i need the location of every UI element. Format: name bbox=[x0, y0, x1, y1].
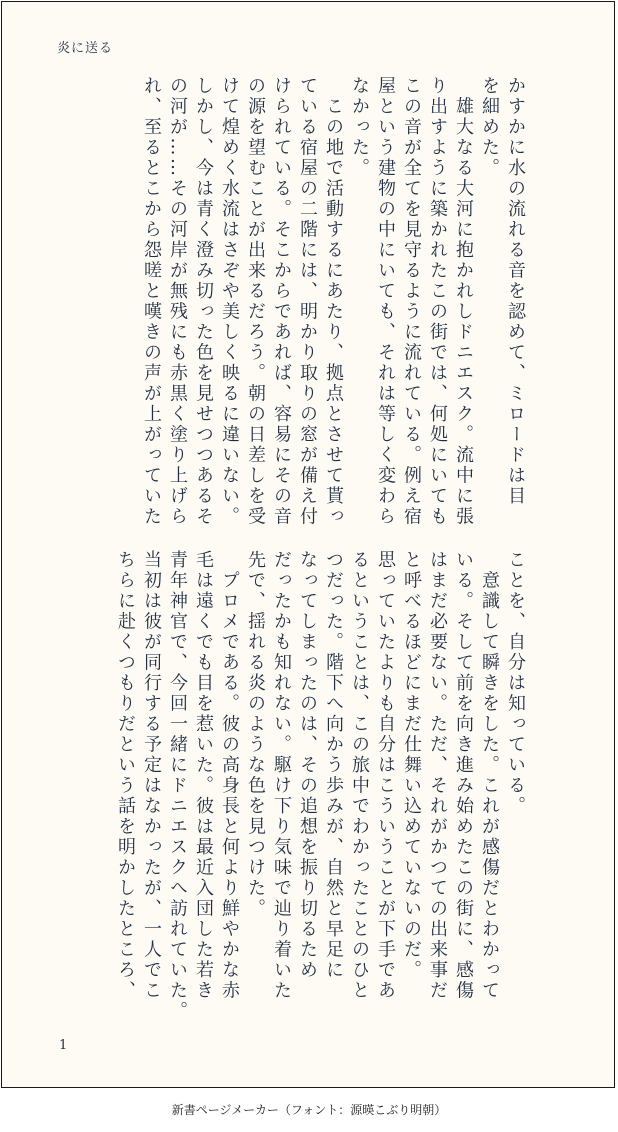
text-line: しかし、今は青く澄み切った色を見せつつあるそ bbox=[193, 76, 214, 527]
upper-text-block bbox=[138, 76, 528, 546]
text-line: 雄大なる大河に抱かれしドニエスク。流中に張 bbox=[453, 76, 474, 527]
text-line: の河が……その河岸が無残にも赤黒く塗り上げら bbox=[167, 76, 188, 527]
page-number: 1 bbox=[59, 1038, 68, 1053]
text-line: つだった。階下へ向かう歩みが、自然と早足に bbox=[323, 550, 344, 981]
text-line: れ、至るとこから怨嗟と嘆きの声が上がっていた bbox=[141, 76, 162, 527]
text-line: り出すように築かれたこの街では、何処にいても bbox=[427, 76, 448, 527]
text-line: 先で、揺れる炎のような色を見つけた。 bbox=[245, 550, 266, 919]
text-line: はまだ必要ない。ただ、それがかつての出来事だ bbox=[427, 550, 448, 1001]
text-line: ことを、自分は知っている。 bbox=[505, 550, 526, 817]
text-line: ている宿屋の二階には、明かり取りの窓が備え付 bbox=[297, 76, 318, 527]
text-line: だったかも知れない。駆け下り気味で辿り着いた bbox=[271, 550, 292, 1001]
running-title: 炎に送る bbox=[57, 41, 114, 56]
book-page bbox=[1, 1, 615, 1088]
text-line: 当初は彼が同行する予定はなかったが、一人でこ bbox=[141, 550, 162, 1001]
text-line: 屋という建物の中にいても、それは等しく変わら bbox=[375, 76, 396, 527]
text-line: 意識して瞬きをした。これが感傷だとわかって bbox=[479, 550, 500, 1001]
text-line: プロメである。彼の高身長と何より鮮やかな赤 bbox=[219, 550, 240, 1001]
text-line: いる。そして前を向き進み始めたこの街に、感傷 bbox=[453, 550, 474, 1001]
text-line: 毛は遠くでも目を惹いた。彼は最近入団した若き bbox=[193, 550, 214, 1001]
text-line: なってしまったのは、その追想を振り切るため bbox=[297, 550, 318, 981]
text-line: けられている。そこからであれば、容易にその音 bbox=[271, 76, 292, 527]
text-line: けて煌めく水流はさぞや美しく映るに違いない。 bbox=[219, 76, 240, 527]
text-line: の源を望むことが出来るだろう。朝の日差しを受 bbox=[245, 76, 266, 527]
text-line: かすかに水の流れる音を認めて、ミロードは目 bbox=[505, 76, 526, 507]
text-line: るということは、この旅中でわかったことのひと bbox=[349, 550, 370, 1001]
text-line: なかった。 bbox=[349, 76, 370, 179]
text-line: 思っていたよりも自分はこういうことが下手であ bbox=[375, 550, 396, 1001]
text-line: ちらに赴くつもりだという話を明かしたところ、 bbox=[115, 550, 136, 1001]
text-line: 青年神官で、今回一緒にドニエスクへ訪れていた。 bbox=[167, 550, 188, 1022]
text-line: この地で活動するにあたり、拠点とさせて貰っ bbox=[323, 76, 344, 527]
text-line: この音が全てを見守るように流れている。例え宿 bbox=[401, 76, 422, 527]
text-line: を細めた。 bbox=[479, 76, 500, 179]
generator-credit: 新書ページメーカー（フォント：源暎こぶり明朝） bbox=[171, 1103, 447, 1117]
text-line: と呼べるほどにまだ仕舞い込めていないのだ。 bbox=[401, 550, 422, 981]
lower-text-block bbox=[112, 550, 528, 1020]
